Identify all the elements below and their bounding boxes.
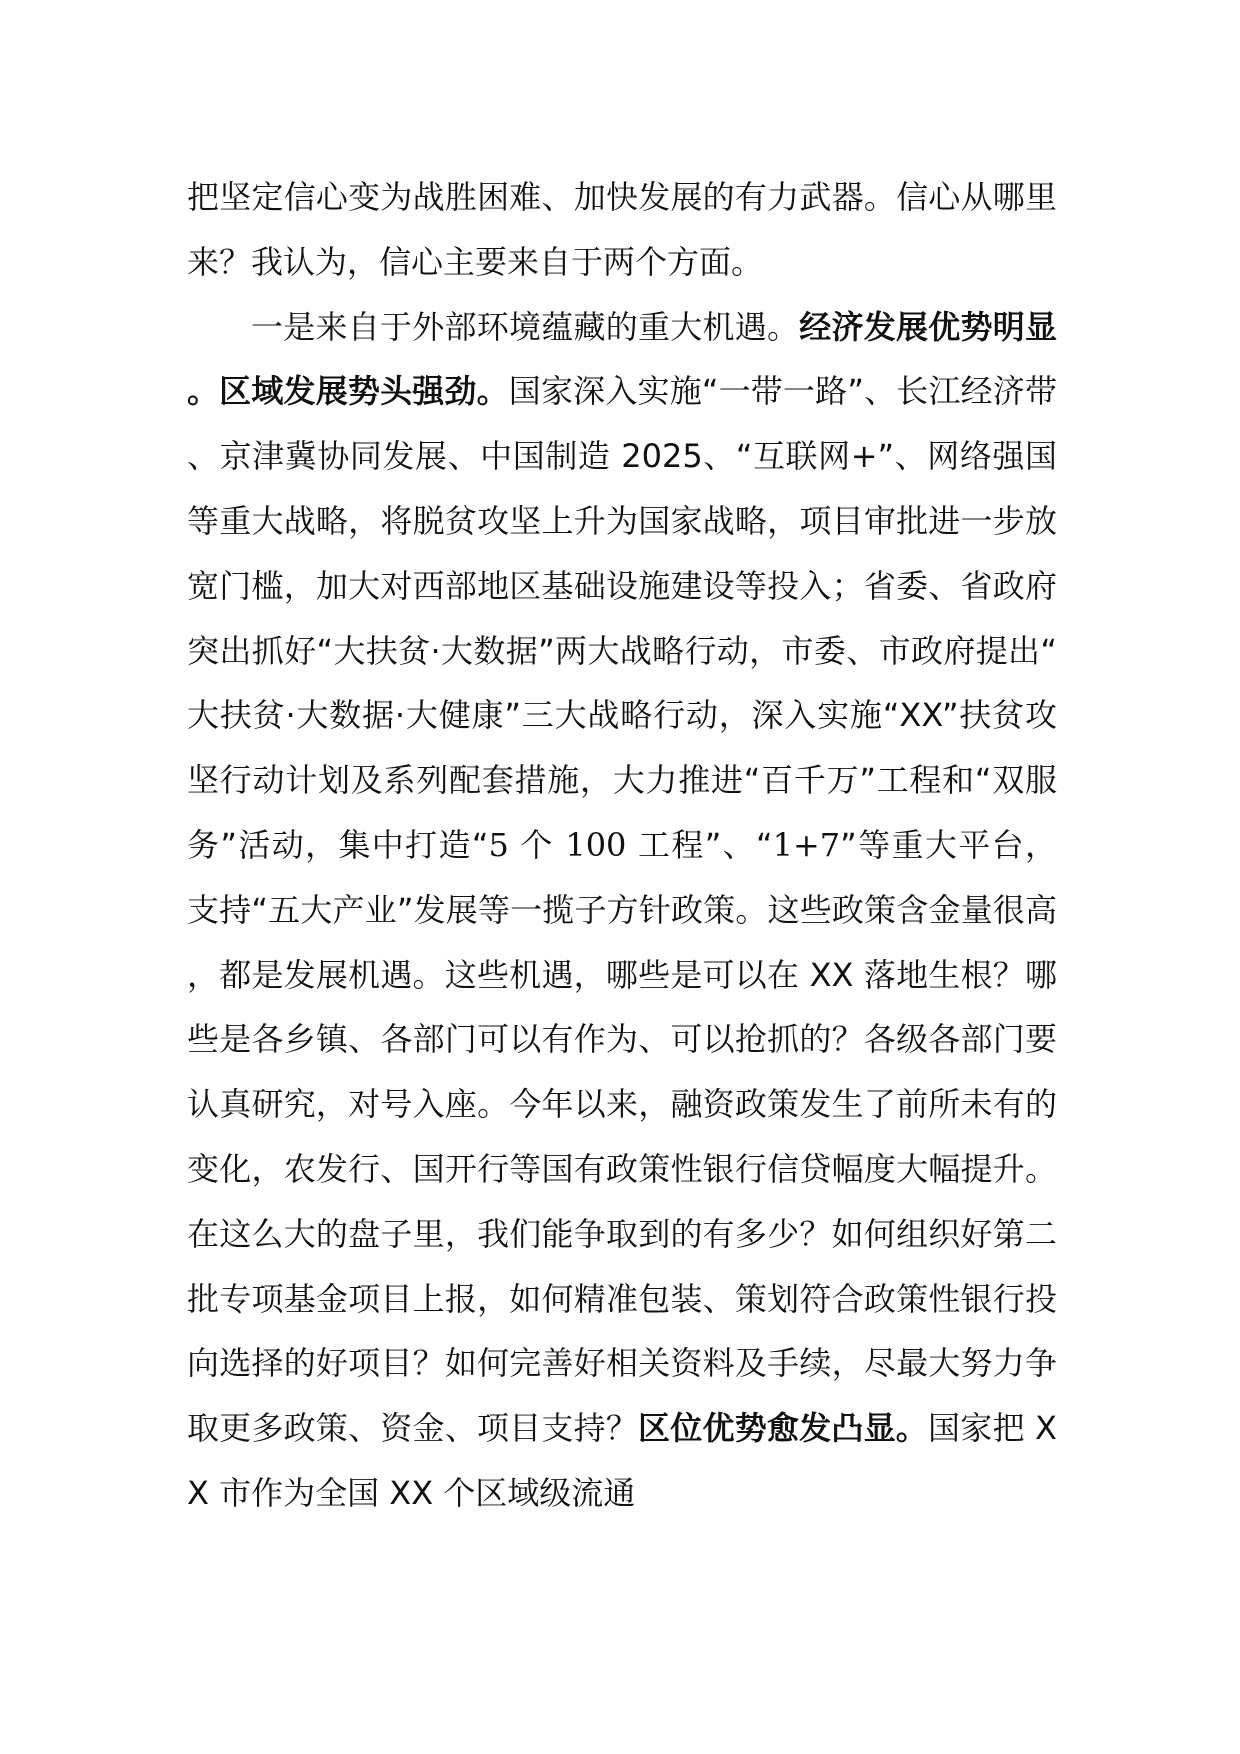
project-number-text: 5 个 100 <box>488 825 627 864</box>
platform-number-text: 1+7 <box>772 825 841 864</box>
paragraph-text: 工程”、“ <box>626 825 773 864</box>
paragraph-opportunities <box>187 295 1057 1526</box>
paragraph-continuation <box>187 165 1057 295</box>
paragraph-text: 国家把 XX 市作为全国 XX 个区域级流通 <box>187 1409 1057 1512</box>
bold-heading-economic-advantage: 经济发展优势明显。区域发展势头强劲。 <box>187 307 1057 411</box>
paragraph-text: 把坚定信心变为战胜困难、加快发展的有力武器。信心从哪里来？我认为，信心主要来自于两个方面。 <box>187 178 1057 281</box>
document-body <box>187 165 1057 1526</box>
bold-heading-location-advantage: 区位优势愈发凸显。 <box>638 1409 929 1448</box>
paragraph-text: 国家深入实施“一带一路”、长江经济带、京津冀协同发展、中国制造 2025、“互联网+”、网络强国等重大战略，将脱贫攻坚上升为国家战略，项目审批进一步放宽门槛，加大对西部地区基础设施建设等投入；省委、省政府突出抓好“大扶贫·大数据”两大战略行动，市委、市政府提出“大扶贫·大数据·大健康”三大战略行动，深入实施“XX”扶贫攻坚行动计划及系列配套措施，大力推进“百千万”工程和“双服务”活动，集中打造“ <box>187 372 1057 864</box>
paragraph-lead-sentence: 一是来自于外部环境蕴藏的重大机遇。 <box>251 307 800 346</box>
paragraph-text: ”等重大平台，支持“五大产业”发展等一揽子方针政策。这些政策含金量很高，都是发展机遇。这些机遇，哪些是可以在 XX 落地生根？哪些是各乡镇、各部门可以有作为、可以抢抓的？各级各部门要认真研究，对号入座。今年以来，融资政策发生了前所未有的变化，农发行、国开行等国有政策性银行信贷幅度大幅提升。在这么大的盘子里，我们能争取到的有多少？如何组织好第二批专项基金项目上报，如何精准包装、策划符合政策性银行投向选择的好项目？如何完善好相关资料及手续，尽最大努力争取更多政策、资金、项目支持？ <box>187 825 1057 1448</box>
